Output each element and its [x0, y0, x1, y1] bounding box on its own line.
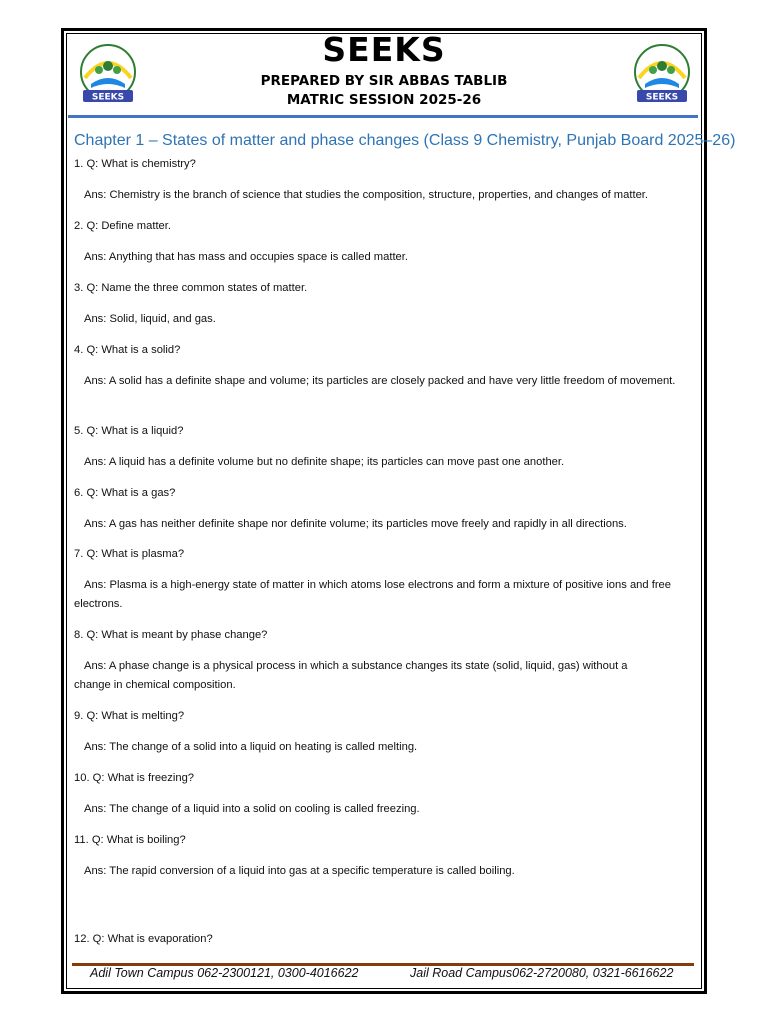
- answer-9: Ans: The change of a solid into a liquid on heating is called melting.: [84, 741, 418, 753]
- question-10: 10. Q: What is freezing?: [74, 772, 195, 784]
- answer-10: Ans: The change of a liquid into a solid on cooling is called freezing.: [84, 803, 420, 815]
- logo-wordmark: SEEKS: [645, 92, 679, 103]
- logo-wordmark: SEEKS: [91, 92, 125, 103]
- answer-3: Ans: Solid, liquid, and gas.: [84, 313, 216, 325]
- question-7: 7. Q: What is plasma?: [74, 548, 185, 560]
- question-9: 9. Q: What is melting?: [74, 710, 185, 722]
- question-4: 4. Q: What is a solid?: [74, 344, 181, 356]
- header-divider: [68, 115, 698, 118]
- answer-1: Ans: Chemistry is the branch of science that studies the composition, structure, properties, and changes of matter.: [84, 189, 649, 201]
- question-8: 8. Q: What is meant by phase change?: [74, 629, 268, 641]
- question-5: 5. Q: What is a liquid?: [74, 425, 184, 437]
- brand-title: SEEKS: [322, 30, 446, 69]
- question-2: 2. Q: Define matter.: [74, 220, 171, 232]
- answer-11: Ans: The rapid conversion of a liquid into gas at a specific temperature is called boiling.: [84, 865, 515, 877]
- footer-campus-right: Jail Road Campus062-2720080, 0321-6616622: [410, 966, 674, 980]
- prepared-by: PREPARED BY SIR ABBAS TABLIB: [260, 73, 508, 89]
- answer-4: Ans: A solid has a definite shape and volume; its particles are closely packed and have very little freedom of movement.: [84, 375, 676, 387]
- answer-7: Ans: Plasma is a high-energy state of matter in which atoms lose electrons and form a mixture of positive ions and free electrons.: [74, 579, 671, 610]
- question-3: 3. Q: Name the three common states of matter.: [74, 282, 308, 294]
- session-label: MATRIC SESSION 2025-26: [286, 92, 482, 108]
- question-12: 12. Q: What is evaporation?: [74, 933, 213, 945]
- answer-5: Ans: A liquid has a definite volume but no definite shape; its particles can move past one another.: [84, 456, 565, 468]
- answer-6: Ans: A gas has neither definite shape nor definite volume; its particles move freely and rapidly in all directions.: [84, 518, 627, 530]
- footer-campus-left: Adil Town Campus 062-2300121, 0300-4016622: [90, 966, 359, 980]
- answer-8: Ans: A phase change is a physical process in which a substance changes its state (solid, liquid, gas) without a change in chemical composition.: [74, 660, 628, 691]
- chapter-title: Chapter 1 – States of matter and phase changes (Class 9 Chemistry, Punjab Board 2025–26): [74, 132, 736, 149]
- answer-2: Ans: Anything that has mass and occupies space is called matter.: [84, 251, 408, 263]
- question-1: 1. Q: What is chemistry?: [74, 158, 196, 170]
- question-6: 6. Q: What is a gas?: [74, 487, 176, 499]
- question-11: 11. Q: What is boiling?: [74, 834, 186, 846]
